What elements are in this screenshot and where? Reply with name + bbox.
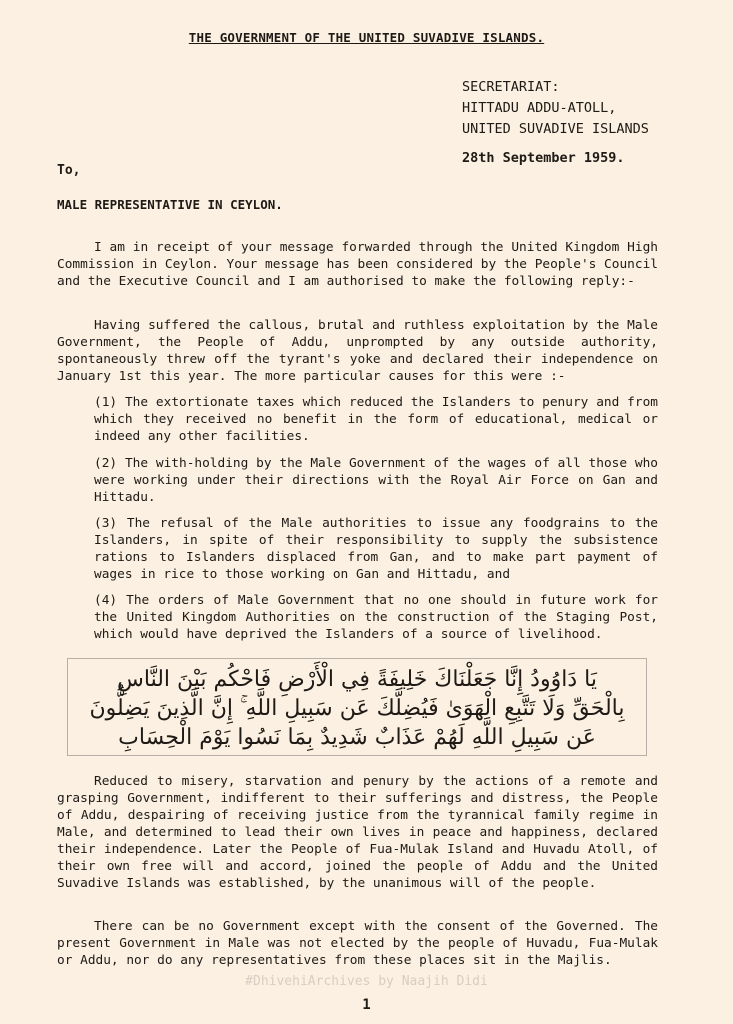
sender-address [462, 77, 649, 140]
recipient: MALE REPRESENTATIVE IN CEYLON. [57, 197, 283, 212]
paragraph-independence: Reduced to misery, starvation and penury by the actions of a remote and grasping Government, indifferent to their sufferings and distress, the People of Addu, despairing of receiving justice from the tyrannical family regime in Male, and determined to lead their own lives in peace and happiness, declared their independence. Later the People of Fua-Mulak Island and Huvadu Atoll, of their own free will and accord, joined the people of Addu and the United Suvadive Islands was established, by the unanimous will of the people. [57, 774, 658, 891]
paragraph-receipt: I am in receipt of your message forwarded through the United Kingdom High Commission in Ceylon. Your message has been considered by the People's Council and the Executive Council and I am authorised to make the following reply:- [57, 240, 658, 289]
address-line: HITTADU ADDU-ATOLL, [462, 100, 617, 116]
address-line: SECRETARIAT: [462, 79, 560, 95]
address-line: UNITED SUVADIVE ISLANDS [462, 121, 649, 137]
letterhead-title: THE GOVERNMENT OF THE UNITED SUVADIVE ISLANDS. [188, 30, 545, 45]
paragraph-consent: There can be no Government except with the consent of the Governed. The present Government in Male was not elected by the people of Huvadu, Fua-Mulak or Addu, nor do any representatives from these places sit in the Majlis. [57, 919, 658, 968]
list-item-foodgrains: (3) The refusal of the Male authorities to issue any foodgrains to the Islanders, in spite of their responsibility to supply the subsistence rations to Islanders displaced from Gan, and to make part payment of wages in rice to those working on Gan and Hittadu, and [94, 516, 658, 582]
salutation: To, [57, 163, 81, 178]
page-number: 1 [362, 997, 371, 1013]
archive-watermark: #DhivehiArchives by Naajih Didi [245, 974, 488, 989]
list-item-taxes: (1) The extortionate taxes which reduced the Islanders to penury and from which they received no benefit in the form of educational, medical or indeed any other facilities. [94, 395, 658, 444]
arabic-quote-box: يَا دَاوُودُ إِنَّا جَعَلْنَاكَ خَلِيفَةً فِي الْأَرْضِ فَاحْكُم بَيْنَ النَّاسِ بِالْحَقِّ وَلَا تَتَّبِعِ الْهَوَىٰ فَيُضِلَّكَ عَن سَبِيلِ اللَّهِ ۚ إِنَّ الَّذِينَ يَضِلُّونَ عَن سَبِيلِ اللَّهِ لَهُمْ عَذَابٌ شَدِيدٌ بِمَا نَسُوا يَوْمَ الْحِسَابِ [67, 658, 647, 756]
letter-date: 28th September 1959. [462, 150, 625, 166]
list-item-orders: (4) The orders of Male Government that no one should in future work for the United Kingdom Authorities on the construction of the Staging Post, which would have deprived the Islanders of a source of livelihood. [94, 593, 658, 642]
list-item-wages: (2) The with-holding by the Male Government of the wages of all those who were working under their directions with the Royal Air Force on Gan and Hittadu. [94, 456, 658, 505]
paragraph-causes: Having suffered the callous, brutal and ruthless exploitation by the Male Government, the People of Addu, unprompted by any outside authority, spontaneously threw off the tyrant's yoke and declared their independence on January 1st this year. The more particular causes for this were :- [57, 318, 658, 384]
